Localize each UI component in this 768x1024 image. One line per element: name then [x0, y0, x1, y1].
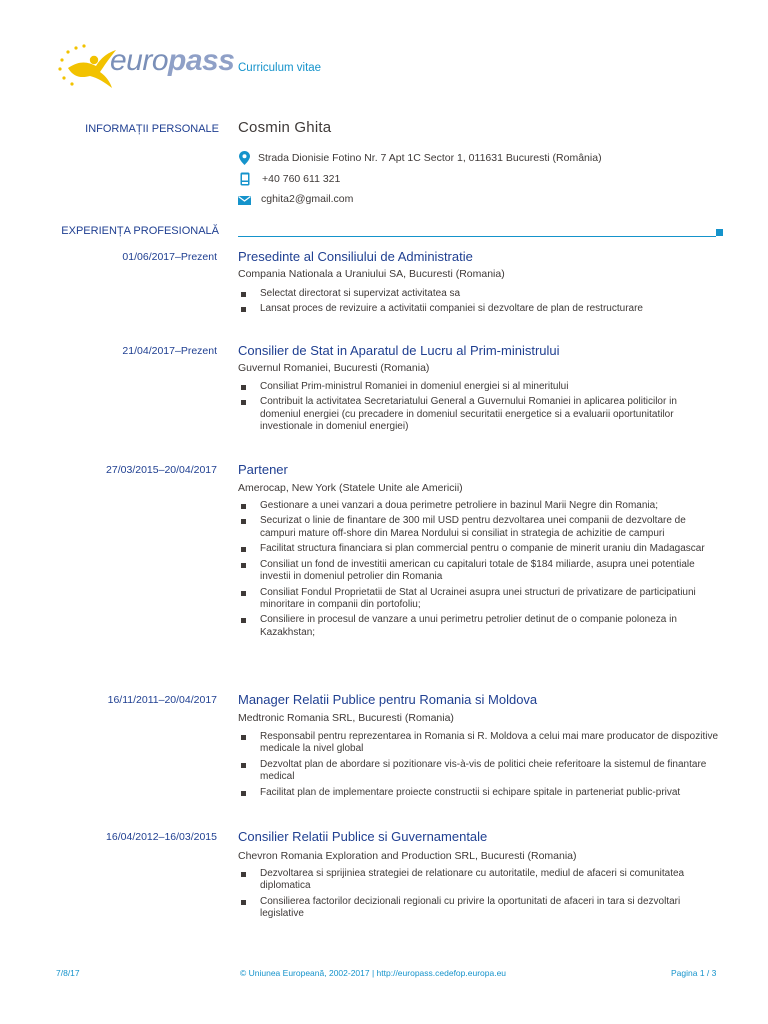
personal-info-label: INFORMAȚII PERSONALE [85, 123, 219, 135]
job-bullet-list [238, 381, 720, 437]
job-bullet: Consiliat Prim-ministrul Romaniei in domeniul energiei si al mineritului [238, 381, 720, 393]
job-bullet: Gestionare a unei vanzari a doua perimetre petroliere in bazinul Marii Negre din Romania; [238, 500, 720, 512]
job-date: 01/06/2017–Prezent [122, 251, 217, 263]
job-bullet: Responsabil pentru reprezentarea in Romania si R. Moldova a celui mai mare producator de dispozitive medicale la nivel global [238, 731, 720, 756]
email-icon [238, 196, 251, 205]
job-bullet: Consiliat Fondul Proprietatii de Stat al Ucrainei asupra unei structuri de privatizare de participatiuni minoritare in companii din portofoliu; [238, 587, 720, 612]
logo-pass-text: pass [168, 44, 235, 77]
address-text: Strada Dionisie Fotino Nr. 7 Apt 1C Sector 1, 011631 Bucuresti (România) [258, 152, 602, 164]
job-title: Presedinte al Consiliului de Administratie [238, 249, 473, 264]
person-name: Cosmin Ghita [238, 119, 332, 136]
job-employer: Amerocap, New York (Statele Unite ale Americii) [238, 482, 463, 494]
job-employer: Medtronic Romania SRL, Bucuresti (Romania) [238, 712, 454, 724]
job-date: 21/04/2017–Prezent [122, 345, 217, 357]
job-bullet: Securizat o linie de finantare de 300 mil USD pentru dezvoltarea unei companii de dezvoltare de campuri mature off-shore din Marea Nordului si consiliat in strategia de achizitie de campuri [238, 515, 720, 540]
logo-euro-text: euro [110, 44, 169, 77]
job-date: 27/03/2015–20/04/2017 [106, 464, 217, 476]
section-divider [238, 236, 716, 237]
job-bullet-list [238, 288, 720, 319]
job-bullet: Consiliere in procesul de vanzare a unui perimetru petrolier detinut de o companie poloneza in Kazakhstan; [238, 614, 720, 639]
job-bullet-list [238, 500, 720, 642]
job-employer: Chevron Romania Exploration and Production SRL, Bucuresti (Romania) [238, 850, 577, 862]
job-date: 16/04/2012–16/03/2015 [106, 831, 217, 843]
europass-logo [54, 38, 235, 90]
job-bullet: Consilierea factorilor decizionali regionali cu privire la oportunitati de afaceri in tara si dezvoltari legislative [238, 896, 720, 921]
job-bullet: Consiliat un fond de investitii american cu capitaluri totale de $184 miliarde, asupra unei potentiale investii in domeniul petrolier din Romania [238, 559, 720, 584]
job-bullet: Facilitat plan de implementare proiecte constructii si echipare spitale in parteneriat public-privat [238, 787, 720, 799]
job-employer: Compania Nationala a Uraniului SA, Bucuresti (Romania) [238, 268, 505, 280]
email-link[interactable]: cghita2@gmail.com [261, 193, 354, 205]
job-title: Manager Relatii Publice pentru Romania si Moldova [238, 692, 538, 707]
job-date: 16/11/2011–20/04/2017 [107, 694, 217, 706]
job-title: Consilier Relatii Publice si Guvernamentale [238, 829, 488, 844]
job-bullet: Dezvoltat plan de abordare si pozitionare vis-à-vis de politici cheie referitoare la sistemul de finantare medical [238, 759, 720, 784]
experience-section-label: EXPERIENȚA PROFESIONALĂ [61, 225, 219, 237]
phone-text: +40 760 611 321 [262, 173, 341, 185]
job-employer: Guvernul Romaniei, Bucuresti (Romania) [238, 362, 430, 374]
job-bullet: Facilitat structura financiara si plan commercial pentru o companie de minerit uraniu din Madagascar [238, 543, 720, 555]
footer-page-number: Pagina 1 / 3 [671, 968, 717, 978]
location-icon [239, 151, 250, 165]
job-bullet: Contribuit la activitatea Secretariatului General a Guvernului Romaniei in aplicarea politicilor in domeniul energiei (cu precadere in domeniul securitatii energetice si a evaluarii oportunitatilor investionale in domeniul energiei) [238, 396, 720, 433]
job-title: Partener [238, 462, 288, 477]
job-title: Consilier de Stat in Aparatul de Lucru al Prim-ministrului [238, 343, 560, 358]
mobile-phone-icon [240, 172, 250, 186]
footer-date: 7/8/17 [56, 968, 80, 978]
job-bullet-list [238, 731, 720, 802]
job-bullet: Selectat directorat si supervizat activitatea sa [238, 288, 720, 300]
document-title: Curriculum vitae [238, 62, 322, 74]
europass-logo-mark-icon [54, 38, 118, 90]
job-bullet-list [238, 868, 720, 924]
footer-copyright-link[interactable]: © Uniunea Europeană, 2002-2017 | http://europass.cedefop.europa.eu [240, 968, 507, 978]
job-bullet: Dezvoltarea si sprijiniea strategiei de relationare cu autoritatile, mediul de afaceri si comunitatea diplomatica [238, 868, 720, 893]
job-bullet: Lansat proces de revizuire a activitatii companiei si dezvoltare de plan de restructurare [238, 303, 720, 315]
section-divider-end [716, 229, 723, 236]
